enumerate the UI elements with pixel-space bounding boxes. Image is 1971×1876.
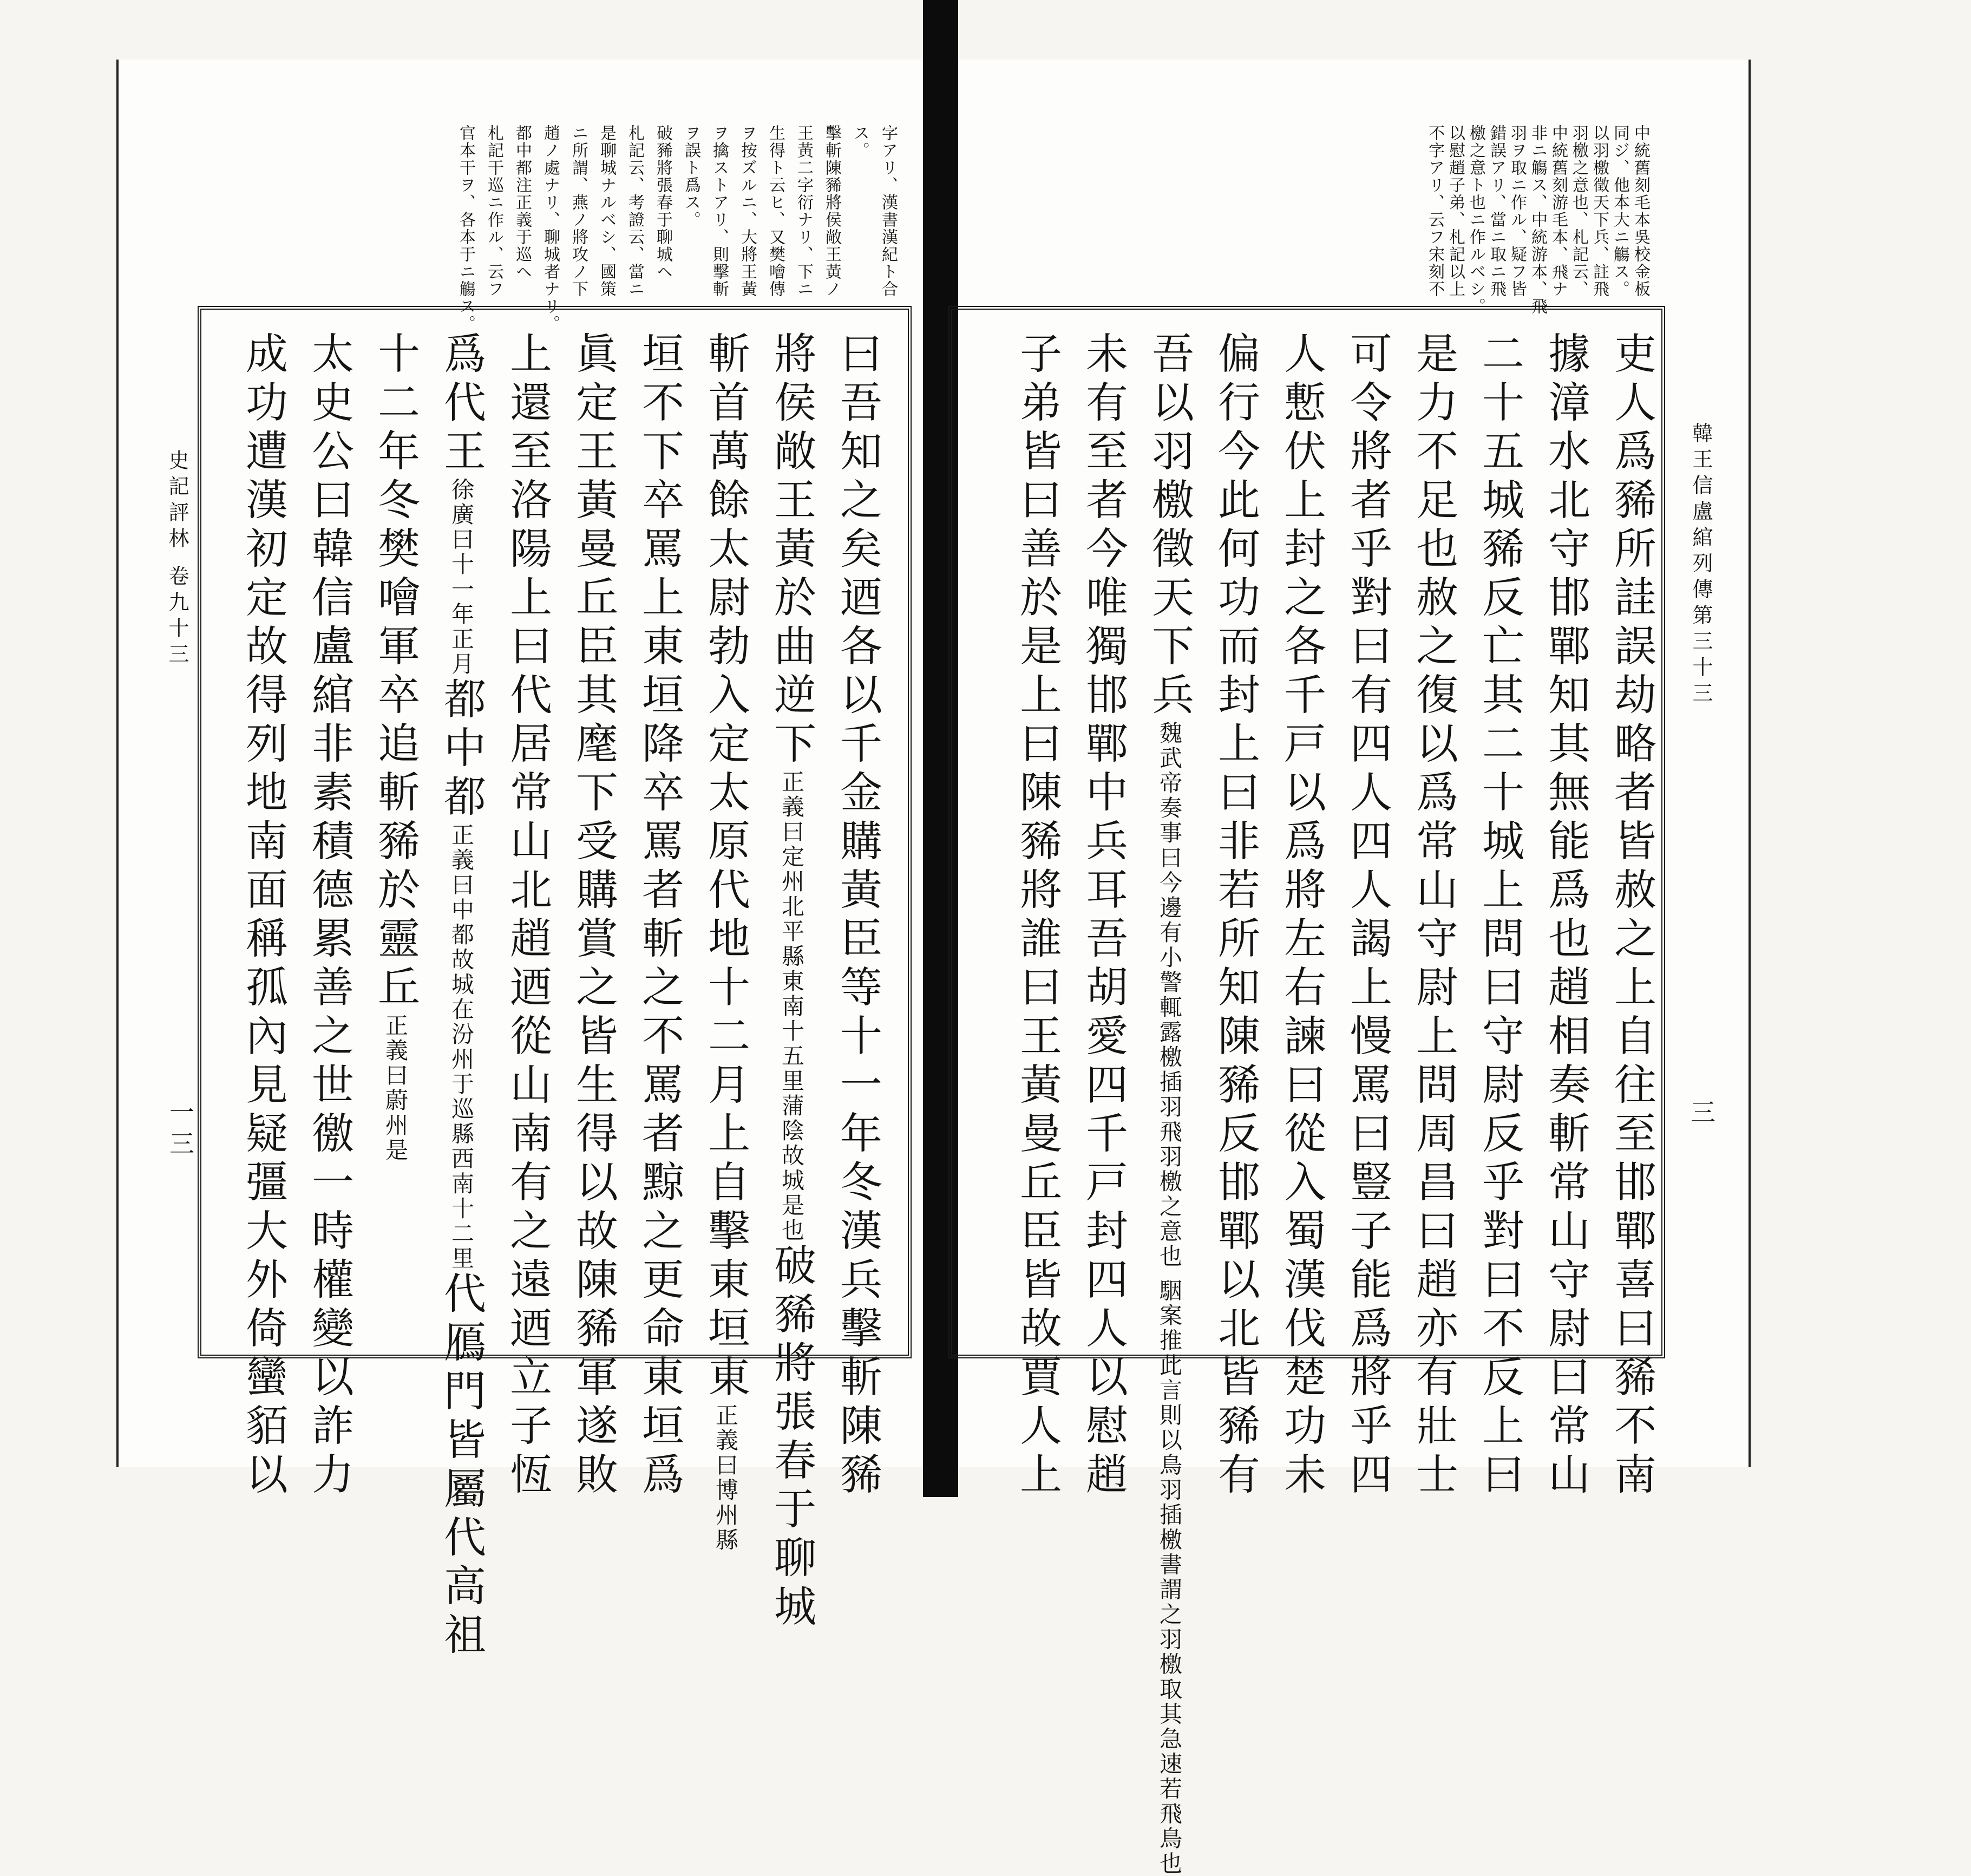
text-column: 垣不下卒罵上東垣降卒罵者斬之不罵者黥之更命東垣爲 xyxy=(635,331,684,1501)
head-note-line: 擊斬陳豨將侯敞王黃ノ xyxy=(822,125,841,298)
text-column xyxy=(701,331,750,1553)
text-column: 可令將者乎對曰有四人四人謁上慢罵曰豎子能爲將乎四 xyxy=(1343,331,1392,1501)
head-note-line: 不字アリ、云フ宋刻不 xyxy=(1425,125,1444,298)
head-note-line: ス。 xyxy=(850,125,869,159)
running-head-right: 韓王信盧綰列傳第三十三 xyxy=(1689,422,1713,708)
text-column xyxy=(437,331,486,1661)
head-note-line: 羽ヲ取ニ作ル、疑フ皆 xyxy=(1508,125,1527,298)
column-text: 斬首萬餘太尉勃入定太原代地十二月上自擊東垣東 xyxy=(701,331,750,1403)
head-note-line: ヲ擒ストアリ、則擊斬 xyxy=(710,125,729,298)
text-column: 太史公曰韓信盧綰非素積德累善之世徼一時權變以詐力 xyxy=(305,331,353,1501)
head-note-line: 生得ト云ヒ、又樊噲傳 xyxy=(766,125,785,298)
head-note-line: 字アリ、漢書漢紀ト合 xyxy=(879,125,898,298)
head-note-line: 檄之意ト也ニ作ルベシ。 xyxy=(1466,125,1485,315)
head-note-line: 破豨將張春于聊城ヘ xyxy=(653,125,672,280)
text-column xyxy=(1145,331,1194,1876)
head-note-line: ヲ按ズルニ、大將王黃 xyxy=(738,125,757,298)
text-column: 曰吾知之矣迺各以千金購黃臣等十一年冬漢兵擊斬陳豨 xyxy=(833,331,882,1501)
head-note-line: 札記云、考證云、當ニ xyxy=(625,125,644,298)
inline-commentary: 正義曰蔚州是 xyxy=(382,1014,409,1163)
text-column xyxy=(371,331,420,1163)
column-text: 代鴈門皆屬代高祖 xyxy=(437,1271,486,1661)
head-note-line: 中統舊刻游毛本、飛ナ xyxy=(1549,125,1568,298)
text-column: 據漳水北守邯鄲知其無能爲也趙相奏斬常山守尉曰常山 xyxy=(1541,331,1590,1501)
inline-commentary: 徐廣曰十一年正月 xyxy=(448,478,475,677)
column-text: 破豨將張春于聊城 xyxy=(767,1243,816,1633)
head-note-line: 王黃二字衍ナリ、下ニ xyxy=(794,125,813,298)
head-note-line: 趙ノ處ナリ、聊城者ナリ。 xyxy=(541,125,560,332)
head-note-line: ヲ誤ト爲ス。 xyxy=(682,125,700,228)
head-note-line: ニ所謂、燕ノ將攻ノ下 xyxy=(569,125,588,298)
text-column: 二十五城豨反亡其二十城上問曰守尉反乎對曰不反上曰 xyxy=(1475,331,1524,1501)
text-column: 偏行今此何功而封上曰非若所知陳豨反邯鄲以北皆豨有 xyxy=(1211,331,1260,1501)
text-column: 成功遭漢初定故得列地南面稱孤內見疑彊大外倚蠻貊以 xyxy=(239,331,287,1501)
head-note-line: 同ジ、他本大ニ觴ス。 xyxy=(1610,125,1629,298)
text-column xyxy=(767,331,816,1633)
running-head-left: 史記評林 卷九十三 xyxy=(165,449,189,670)
head-note-line: 是聊城ナルベシ、國策 xyxy=(597,125,616,298)
inline-commentary: 魏武帝奏事曰今邊有小警輒露檄插羽飛羽檄之意也 駰案推此言則以鳥羽插檄書謂之羽檄取其急速若飛鳥也 xyxy=(1156,721,1183,1876)
text-column: 人慙伏上封之各千戸以爲將左右諫曰從入蜀漢伐楚功未 xyxy=(1277,331,1326,1501)
column-text: 將侯敞王黃於曲逆下 xyxy=(767,331,816,770)
column-text: 爲代王 xyxy=(437,331,486,478)
text-column: 眞定王黃曼丘臣其麾下受購賞之皆生得以故陳豨軍遂敗 xyxy=(569,331,618,1501)
head-note-line: 錯誤アリ、當ニ取ニ飛 xyxy=(1487,125,1506,298)
head-note-line: 以慰趙子弟、札記以上 xyxy=(1446,125,1465,298)
inline-commentary: 正義曰中都故城在汾州于巡縣西南十二里 xyxy=(448,823,475,1271)
head-note-line: 都中都注正義于巡ヘ xyxy=(513,125,532,280)
text-column: 子弟皆曰善於是上曰陳豨將誰曰王黃曼丘臣皆故賈人上 xyxy=(1013,331,1062,1501)
head-note-line: 以羽檄徵天下兵、註飛 xyxy=(1590,125,1609,298)
text-column: 上還至洛陽上曰代居常山北趙迺從山南有之遠迺立子恆 xyxy=(503,331,552,1501)
text-column: 吏人爲豨所詿誤劫略者皆赦之上自往至邯鄲喜曰豨不南 xyxy=(1607,331,1656,1501)
text-column: 未有至者今唯獨邯鄲中兵耳吾胡愛四千戸封四人以慰趙 xyxy=(1079,331,1128,1501)
column-text: 都中都 xyxy=(437,677,486,823)
head-note-line: 札記干巡ニ作ル、云フ xyxy=(484,125,503,298)
folio-left: 一三 xyxy=(166,1099,195,1162)
inline-commentary: 正義曰博州縣 xyxy=(712,1403,739,1553)
text-column: 是力不足也赦之復以爲常山守尉上問周昌曰趙亦有壯士 xyxy=(1409,331,1458,1501)
column-text: 吾以羽檄徵天下兵 xyxy=(1145,331,1194,721)
head-note-line: 羽檄之意也、札記云、 xyxy=(1569,125,1588,298)
folio-right: 三 xyxy=(1687,1099,1716,1130)
head-note-line: 官本干ヲ、各本于ニ觴ス。 xyxy=(456,125,475,332)
inline-commentary: 正義曰定州北平縣東南十五里蒲陰故城是也 xyxy=(778,770,805,1243)
head-note-line: 中統舊刻毛本吳校金板 xyxy=(1631,125,1650,298)
column-text: 十二年冬樊噲軍卒追斬豨於靈丘 xyxy=(371,331,420,1014)
head-note-line: 非ニ觴ス、中統游本、飛 xyxy=(1528,125,1547,315)
